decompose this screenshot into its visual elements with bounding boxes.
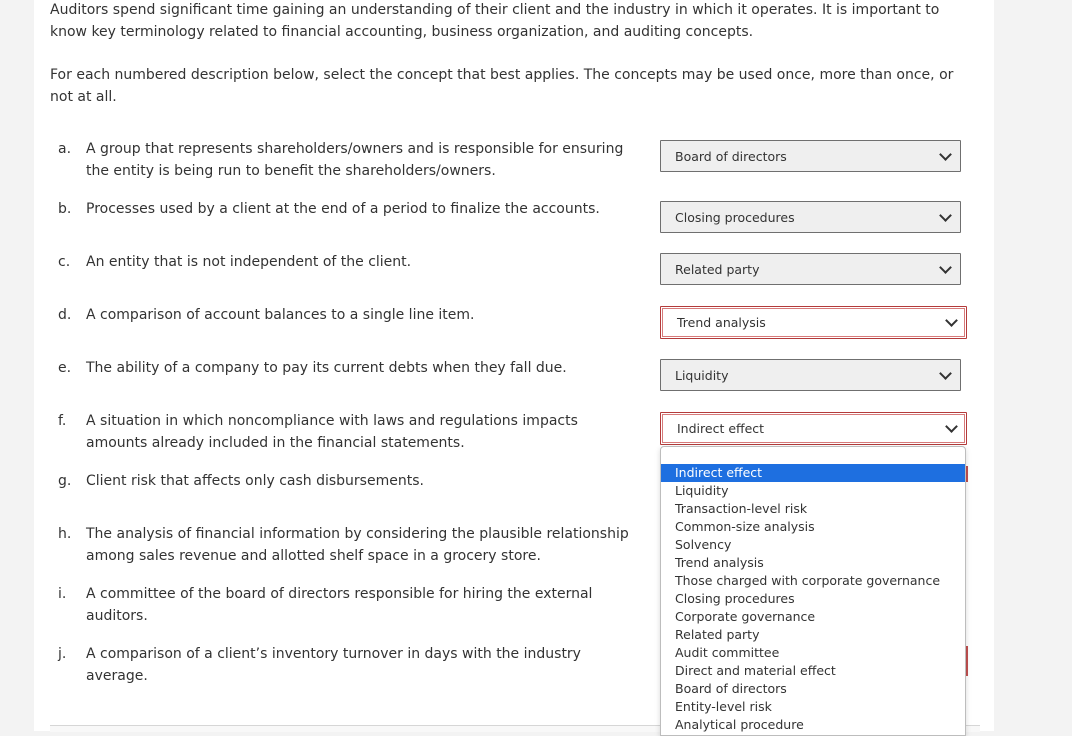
chevron-down-icon (939, 209, 952, 222)
answer-e-value: Liquidity (675, 367, 729, 383)
dropdown-option[interactable]: Liquidity (675, 483, 729, 498)
answer-f-select[interactable] (660, 412, 967, 445)
question-j-text: A comparison of a client’s inventory turnover in days with the industry average. (86, 646, 581, 684)
answer-b-select[interactable] (660, 201, 961, 233)
dropdown-option[interactable]: Trend analysis (675, 555, 764, 570)
dropdown-option[interactable]: Audit committee (675, 645, 780, 660)
question-h-text: The analysis of financial information by considering the plausible relationship among sales revenue and allotted shelf space in a grocery store. (86, 526, 629, 564)
question-c-letter: c. (58, 254, 71, 270)
dropdown-option[interactable]: Common-size analysis (675, 519, 815, 534)
question-d-letter: d. (58, 307, 72, 323)
question-a-text: A group that represents shareholders/owners and is responsible for ensuring the entity is being run to benefit the shareholders/owners. (86, 141, 624, 179)
question-e-text: The ability of a company to pay its current debts when they fall due. (86, 360, 567, 376)
question-d-text: A comparison of account balances to a single line item. (86, 307, 475, 323)
dropdown-option[interactable]: Indirect effect (661, 464, 965, 482)
intro-paragraph-1: Auditors spend significant time gaining an understanding of their client and the industry in which it operates. It is important to know key terminology related to financial accounting, business organization, and auditing concepts. (50, 2, 940, 40)
question-e-letter: e. (58, 360, 72, 376)
chevron-down-icon (945, 420, 958, 433)
dropdown-option[interactable]: Direct and material effect (675, 663, 836, 678)
dropdown-option[interactable]: Entity-level risk (675, 699, 772, 714)
dropdown-option[interactable]: Analytical procedure (675, 717, 804, 732)
question-a-letter: a. (58, 141, 72, 157)
concept-dropdown-list[interactable] (660, 446, 966, 736)
dropdown-option[interactable]: Board of directors (675, 681, 787, 696)
intro-paragraph-2: For each numbered description below, select the concept that best applies. The concepts may be used once, more than once, or not at all. (50, 67, 954, 105)
dropdown-option[interactable]: Closing procedures (675, 591, 795, 606)
answer-c-select[interactable] (660, 253, 961, 285)
chevron-down-icon (939, 261, 952, 274)
chevron-down-icon (945, 314, 958, 327)
answer-a-value: Board of directors (675, 148, 787, 164)
answer-d-value: Trend analysis (677, 315, 766, 330)
question-b-text: Processes used by a client at the end of a period to finalize the accounts. (86, 201, 600, 217)
question-j-letter: j. (58, 646, 67, 662)
question-i-text: A committee of the board of directors responsible for hiring the external auditors. (86, 586, 593, 624)
question-f-text: A situation in which noncompliance with laws and regulations impacts amounts already included in the financial statements. (86, 413, 578, 451)
answer-b-value: Closing procedures (675, 209, 795, 225)
answer-e-select[interactable] (660, 359, 961, 391)
question-f-letter: f. (58, 413, 67, 429)
chevron-down-icon (939, 367, 952, 380)
answer-f-value: Indirect effect (677, 421, 765, 436)
question-g-text: Client risk that affects only cash disbursements. (86, 473, 424, 489)
dropdown-option[interactable]: Corporate governance (675, 609, 816, 624)
question-b-letter: b. (58, 201, 72, 217)
answer-c-value: Related party (675, 261, 760, 277)
chevron-down-icon (939, 148, 952, 161)
question-g-letter: g. (58, 473, 72, 489)
question-c-text: An entity that is not independent of the client. (86, 254, 412, 270)
dropdown-option[interactable]: Transaction-level risk (675, 501, 808, 516)
question-h-letter: h. (58, 526, 72, 542)
answer-d-select[interactable] (660, 306, 967, 339)
question-i-letter: i. (58, 586, 67, 602)
dropdown-option[interactable]: Related party (675, 627, 760, 642)
dropdown-option[interactable]: Solvency (675, 537, 732, 552)
dropdown-option[interactable]: Those charged with corporate governance (675, 573, 941, 588)
answer-a-select[interactable] (660, 140, 961, 172)
